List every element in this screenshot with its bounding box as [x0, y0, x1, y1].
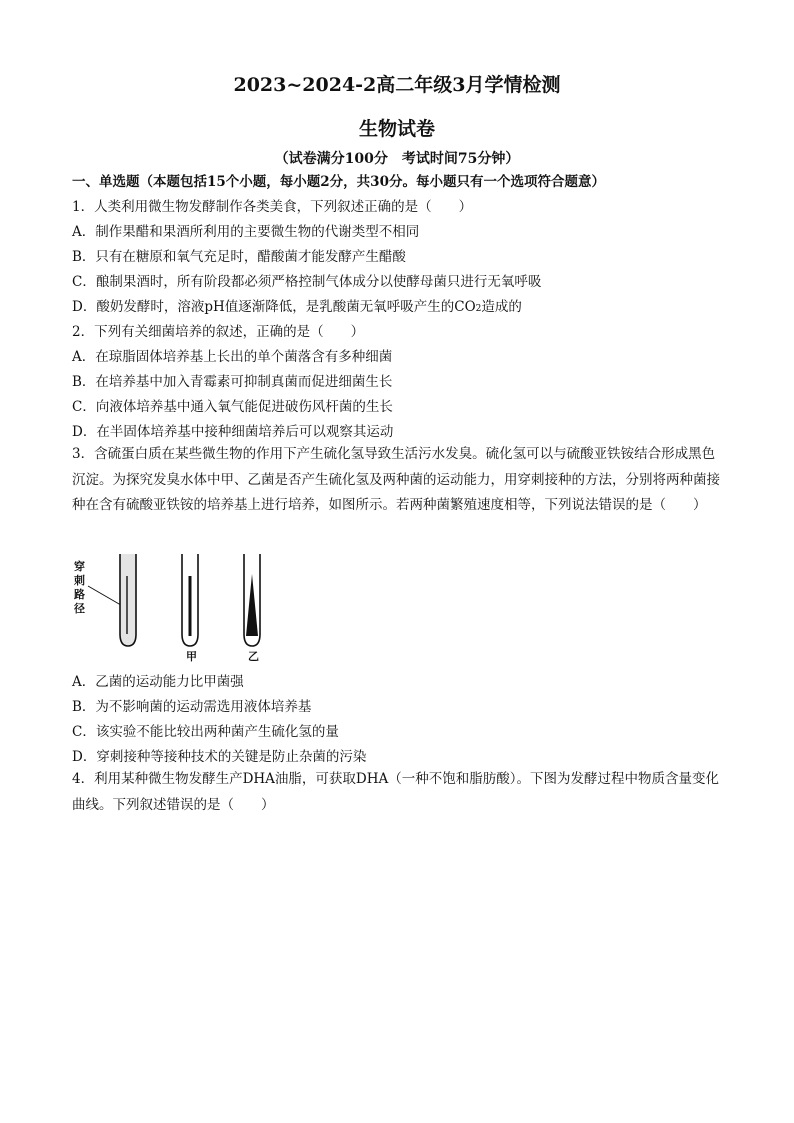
question-2-option-a: A．在琼脂固体培养基上长出的单个菌落含有多种细菌 — [72, 349, 393, 365]
question-1-option-d: D．酸奶发酵时，溶液pH值逐渐降低，是乳酸菌无氧呼吸产生的CO2造成的 — [72, 299, 522, 315]
exam-info: （试卷满分100分 考试时间75分钟） — [274, 151, 520, 167]
tube-jia — [182, 554, 198, 646]
question-2-option-b: B．在培养基中加入青霉素可抑制真菌而促进细菌生长 — [72, 374, 393, 390]
label-char: 路 — [74, 588, 85, 601]
question-2-option-d: D．在半固体培养基中接种细菌培养后可以观察其运动 — [72, 424, 394, 440]
question-3-option-b: B．为不影响菌的运动需选用液体培养基 — [72, 699, 312, 715]
question-1-option-a: A．制作果醋和果酒所利用的主要微生物的代谢类型不相同 — [72, 224, 420, 240]
label-char: 刺 — [74, 574, 85, 587]
label-char: 穿 — [74, 560, 85, 573]
question-1-option-c: C．酿制果酒时，所有阶段都必须严格控制气体成分以使酵母菌只进行无氧呼吸 — [72, 274, 542, 290]
tube-yi-label: 乙 — [248, 650, 259, 663]
question-3-option-d: D．穿刺接种等接种技术的关键是防止杂菌的污染 — [72, 749, 367, 765]
test-tube-figure — [72, 546, 272, 666]
question-1-stem: 1．人类利用微生物发酵制作各类美食，下列叙述正确的是（ ） — [72, 199, 473, 215]
question-3-stem: 3．含硫蛋白质在某些微生物的作用下产生硫化氢导致生活污水发臭。硫化氢可以与硫酸亚铁铵结合形成黑色沉淀。为探究发臭水体中甲、乙菌是否产生硫化氢及两种菌的运动能力，用穿刺接种的方法，分别将两种菌接种在含有硫酸亚铁铵的培养基上进行培养，如图所示。若两种菌繁殖速度相等，下列说法错误的是（ ） — [72, 446, 720, 513]
section-heading: 一、单选题（本题包括15个小题，每小题2分，共30分。每小题只有一个选项符合题意） — [72, 174, 605, 190]
question-4-stem: 4．利用某种微生物发酵生产DHA油脂，可获取DHA（一种不饱和脂肪酸）。下图为发酵过程中物质含量变化曲线。下列叙述错误的是（ ） — [72, 771, 720, 813]
question-2-option-c: C．向液体培养基中通入氧气能促进破伤风杆菌的生长 — [72, 399, 393, 415]
exam-title: 2023~2024-2高二年级3月学情检测 — [233, 74, 561, 96]
question-2-stem: 2．下列有关细菌培养的叙述，正确的是（ ） — [72, 324, 365, 340]
exam-subject: 生物试卷 — [358, 118, 435, 140]
question-3-option-c: C．该实验不能比较出两种菌产生硫化氢的量 — [72, 724, 339, 740]
tube-yi — [244, 554, 260, 646]
reference-tube — [120, 554, 136, 646]
question-1-option-b: B．只有在糖原和氧气充足时，醋酸菌才能发酵产生醋酸 — [72, 249, 406, 265]
label-char: 径 — [74, 602, 85, 615]
question-3-option-a: A．乙菌的运动能力比甲菌强 — [72, 674, 244, 690]
tube-jia-label: 甲 — [186, 650, 197, 663]
